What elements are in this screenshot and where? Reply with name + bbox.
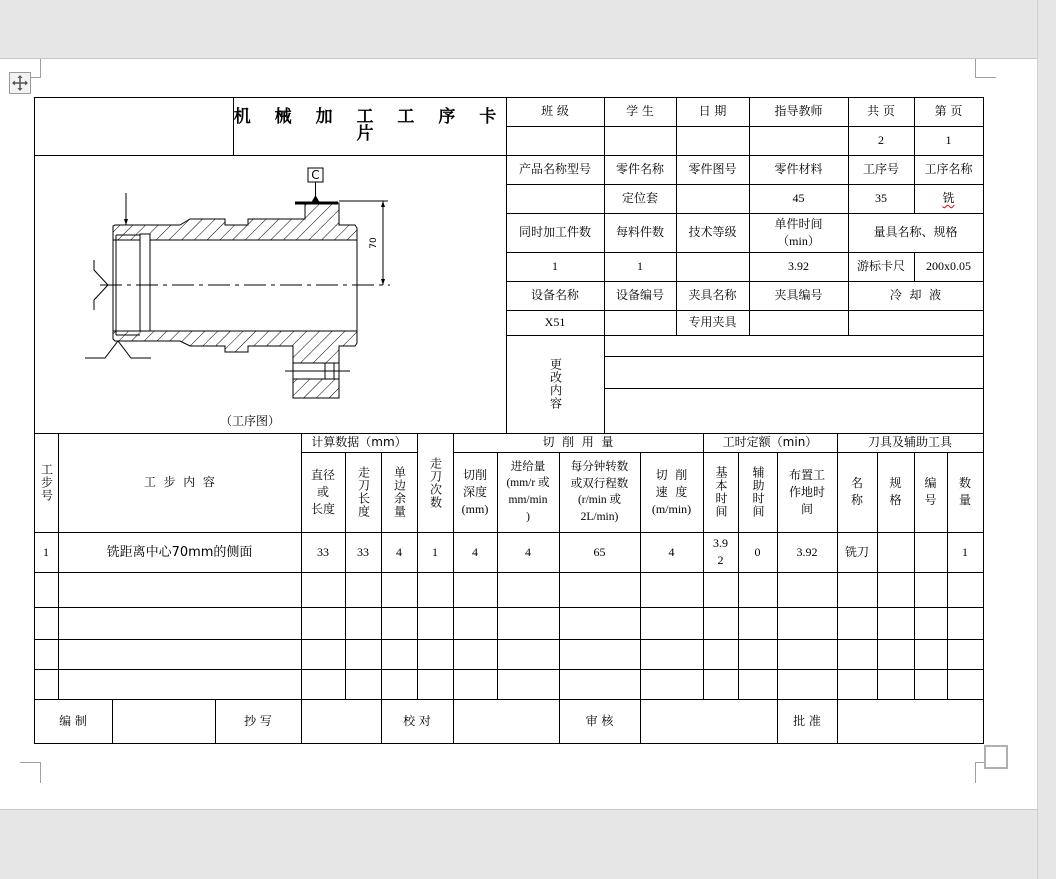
- value-checked-by[interactable]: [453, 699, 559, 743]
- col-tool-no-l2: 号: [924, 493, 937, 507]
- label-skill-grade: 技术等级: [688, 225, 737, 239]
- col-cut-speed-l3: (m/min): [651, 501, 692, 516]
- label-equipment-no: 设备编号: [615, 288, 664, 302]
- unit-time-text: 单件时间: [774, 216, 823, 231]
- label-part-drawing-no: 零件图号: [688, 162, 737, 176]
- label-instructor: 指导教师: [774, 104, 823, 118]
- col-speed-rpm-l4: 2L/min): [580, 511, 619, 523]
- row1-passes[interactable]: 1: [432, 544, 438, 559]
- label-part-material: 零件材料: [774, 162, 823, 176]
- label-simultaneous-parts: 同时加工件数: [518, 225, 591, 239]
- value-fixture-name[interactable]: 专用夹具: [688, 315, 737, 329]
- row1-tool-spec[interactable]: [877, 532, 914, 572]
- col-feed-l1: 进给量: [510, 459, 546, 473]
- value-product-model[interactable]: [506, 184, 604, 213]
- col-cut-speed: [640, 452, 703, 532]
- row1-step-no[interactable]: 1: [43, 544, 49, 559]
- card-title: 机 械 加 工 工 序 卡 片: [233, 107, 506, 144]
- col-depth: [453, 452, 497, 532]
- label-parts-per-blank: 每料件数: [615, 225, 664, 239]
- value-instructor[interactable]: [749, 126, 848, 155]
- value-equipment-name[interactable]: X51: [544, 315, 566, 329]
- group-calc-text: 计算数据（mm）: [311, 435, 407, 449]
- label-prepared-by: 编 制: [59, 713, 87, 728]
- col-tool-name: [837, 452, 877, 532]
- col-step-content: 工 步 内 容: [144, 475, 215, 489]
- change-content-line-1[interactable]: [604, 335, 983, 356]
- label-reviewed-by: 审 核: [585, 713, 614, 728]
- label-approved-by: 批 准: [793, 713, 821, 728]
- value-operation-name[interactable]: [914, 184, 983, 213]
- col-diameter-l3: 长度: [310, 501, 335, 516]
- col-tool-name-l2: 称: [850, 493, 863, 507]
- col-feed: [497, 452, 559, 532]
- operation-name-text: 铣: [942, 191, 955, 205]
- label-change-content: 更改内容: [548, 358, 563, 410]
- col-cut-speed-l2: 速 度: [655, 484, 688, 499]
- label-gauge-name-spec: 量具名称、规格: [873, 225, 958, 239]
- value-student[interactable]: [604, 126, 676, 155]
- col-feed-l3: mm/min: [508, 494, 548, 506]
- value-part-drawing-no[interactable]: [676, 184, 749, 213]
- col-tool-qty-l1: 数: [958, 476, 971, 490]
- value-copied-by[interactable]: [301, 699, 381, 743]
- value-page-no[interactable]: 1: [945, 133, 952, 147]
- row1-content[interactable]: [58, 532, 301, 572]
- col-speed-rpm: [559, 452, 640, 532]
- row1-tool-qty[interactable]: 1: [962, 544, 968, 559]
- value-operation-no[interactable]: 35: [875, 191, 887, 205]
- value-equipment-no[interactable]: [604, 310, 676, 335]
- group-tools-text: 刀具及辅助工具: [867, 435, 952, 449]
- value-unit-time[interactable]: 3.92: [788, 259, 809, 273]
- col-step-no: 工步号: [39, 463, 54, 502]
- label-equipment-name: 设备名称: [530, 288, 579, 302]
- col-layout-time: [777, 452, 837, 532]
- col-tool-name-l1: 名: [850, 476, 863, 490]
- title-left-blank[interactable]: [34, 97, 233, 155]
- change-content-line-2[interactable]: [604, 356, 983, 388]
- empty-row-3[interactable]: [58, 607, 301, 639]
- row1-basic-time[interactable]: [703, 532, 738, 572]
- value-gauge-name[interactable]: 游标卡尺: [856, 259, 905, 273]
- col-speed-rpm-l1: 每分钟转数: [570, 459, 629, 473]
- col-speed-rpm-l2: 或双行程数: [570, 476, 629, 490]
- col-tool-no-l1: 编: [924, 476, 937, 490]
- row1-cut-speed[interactable]: 4: [668, 544, 675, 559]
- value-part-material[interactable]: 45: [792, 191, 805, 205]
- row1-basic-time-l2: 2: [717, 553, 724, 567]
- row1-diameter[interactable]: 33: [317, 544, 329, 559]
- process-drawing: [80, 163, 410, 413]
- row1-feed[interactable]: 4: [525, 544, 531, 559]
- col-diameter: [301, 452, 345, 532]
- label-date: 日 期: [698, 104, 727, 118]
- col-feed-l2: (mm/r 或: [506, 477, 550, 489]
- label-student: 学 生: [626, 104, 654, 118]
- value-skill-grade[interactable]: [676, 252, 749, 281]
- col-speed-rpm-l3: (r/min 或: [577, 494, 622, 506]
- unit-time-unit: （min）: [777, 233, 820, 248]
- col-tool-qty: [947, 452, 983, 532]
- col-depth-l3: (mm): [461, 501, 489, 516]
- crop-mark-bottom-left: [20, 762, 41, 783]
- row1-basic-time-l1: 3.9: [713, 536, 728, 550]
- label-unit-time: [749, 213, 848, 252]
- label-checked-by: 校 对: [403, 713, 431, 728]
- col-travel-length: 走刀长度: [356, 466, 371, 518]
- row1-content-text: 铣距离中心70mm的侧面: [106, 544, 253, 560]
- empty-row-5[interactable]: [58, 669, 301, 699]
- group-cutting-text: 切 削 用 量: [542, 435, 614, 449]
- value-class[interactable]: [506, 126, 604, 155]
- row1-tool-name[interactable]: 铣刀: [844, 544, 869, 559]
- row1-aux-time[interactable]: 0: [754, 544, 761, 559]
- table-move-handle[interactable]: [9, 72, 31, 94]
- move-arrows-icon: [11, 74, 29, 92]
- row1-allowance[interactable]: 4: [396, 544, 402, 559]
- col-diameter-l1: 直径: [310, 467, 335, 482]
- col-passes: 走刀次数: [428, 456, 443, 509]
- table-resize-handle[interactable]: [984, 745, 1008, 769]
- empty-row-2[interactable]: [58, 572, 301, 607]
- vertical-scrollbar[interactable]: [1037, 0, 1056, 879]
- col-depth-l2: 深度: [462, 484, 487, 499]
- value-gauge-spec[interactable]: 200x0.05: [926, 259, 971, 273]
- col-tool-spec: [877, 452, 914, 532]
- value-prepared-by[interactable]: [112, 699, 215, 743]
- label-operation-no: 工序号: [862, 162, 899, 176]
- crop-mark-top-right: [975, 59, 996, 78]
- drawing-caption: （工序图）: [219, 413, 280, 428]
- col-layout-time-l2: 作地时: [788, 484, 825, 499]
- group-time-text: 工时定额（min）: [722, 435, 818, 449]
- value-parts-per-blank[interactable]: 1: [637, 259, 643, 273]
- group-calc-data: [301, 433, 417, 452]
- value-approved-by[interactable]: [837, 699, 983, 743]
- row1-speed-rpm[interactable]: 65: [593, 544, 606, 559]
- col-tool-spec-l1: 规: [889, 476, 902, 490]
- label-operation-name: 工序名称: [924, 162, 973, 176]
- col-allowance: 单边余量: [392, 466, 407, 518]
- col-depth-l1: 切削: [462, 467, 487, 482]
- row1-depth[interactable]: 4: [472, 544, 478, 559]
- empty-row-4[interactable]: [58, 639, 301, 669]
- datum-label: C: [311, 168, 320, 182]
- group-tools: [837, 433, 983, 452]
- col-cut-speed-l1: 切 削: [655, 467, 688, 482]
- label-page-no: 第 页: [934, 104, 963, 118]
- dimension-70: 70: [369, 237, 379, 249]
- value-fixture-no[interactable]: [749, 310, 848, 335]
- label-product-model: 产品名称型号: [518, 162, 591, 176]
- group-cutting: [453, 433, 703, 452]
- label-coolant: 冷 却 液: [889, 288, 942, 302]
- value-part-name[interactable]: 定位套: [621, 191, 658, 205]
- label-class: 班 级: [541, 104, 569, 118]
- label-fixture-no: 夹具编号: [774, 288, 823, 302]
- value-coolant[interactable]: [848, 310, 983, 335]
- change-content-line-3[interactable]: [604, 388, 983, 433]
- label-total-pages: 共 页: [867, 104, 895, 118]
- value-reviewed-by[interactable]: [640, 699, 777, 743]
- value-date[interactable]: [676, 126, 749, 155]
- col-tool-spec-l2: 格: [889, 493, 902, 507]
- label-copied-by: 抄 写: [244, 713, 272, 728]
- col-tool-qty-l2: 量: [958, 493, 971, 507]
- col-layout-time-l3: 间: [800, 501, 813, 516]
- value-total-pages[interactable]: 2: [878, 133, 884, 147]
- value-simultaneous-parts[interactable]: 1: [552, 259, 558, 273]
- row1-travel[interactable]: 33: [357, 544, 369, 559]
- row1-layout-time[interactable]: 3.92: [796, 544, 818, 559]
- col-basic-time: 基本时间: [714, 466, 728, 518]
- col-aux-time: 辅助时间: [751, 466, 765, 518]
- row1-tool-no[interactable]: [914, 532, 947, 572]
- group-time-quota: [703, 433, 837, 452]
- col-layout-time-l1: 布置工: [788, 467, 825, 482]
- col-diameter-l2: 或: [316, 484, 329, 499]
- label-part-name: 零件名称: [615, 162, 664, 176]
- label-fixture-name: 夹具名称: [688, 288, 737, 302]
- col-feed-l4: ): [526, 511, 530, 523]
- col-tool-no: [914, 452, 947, 532]
